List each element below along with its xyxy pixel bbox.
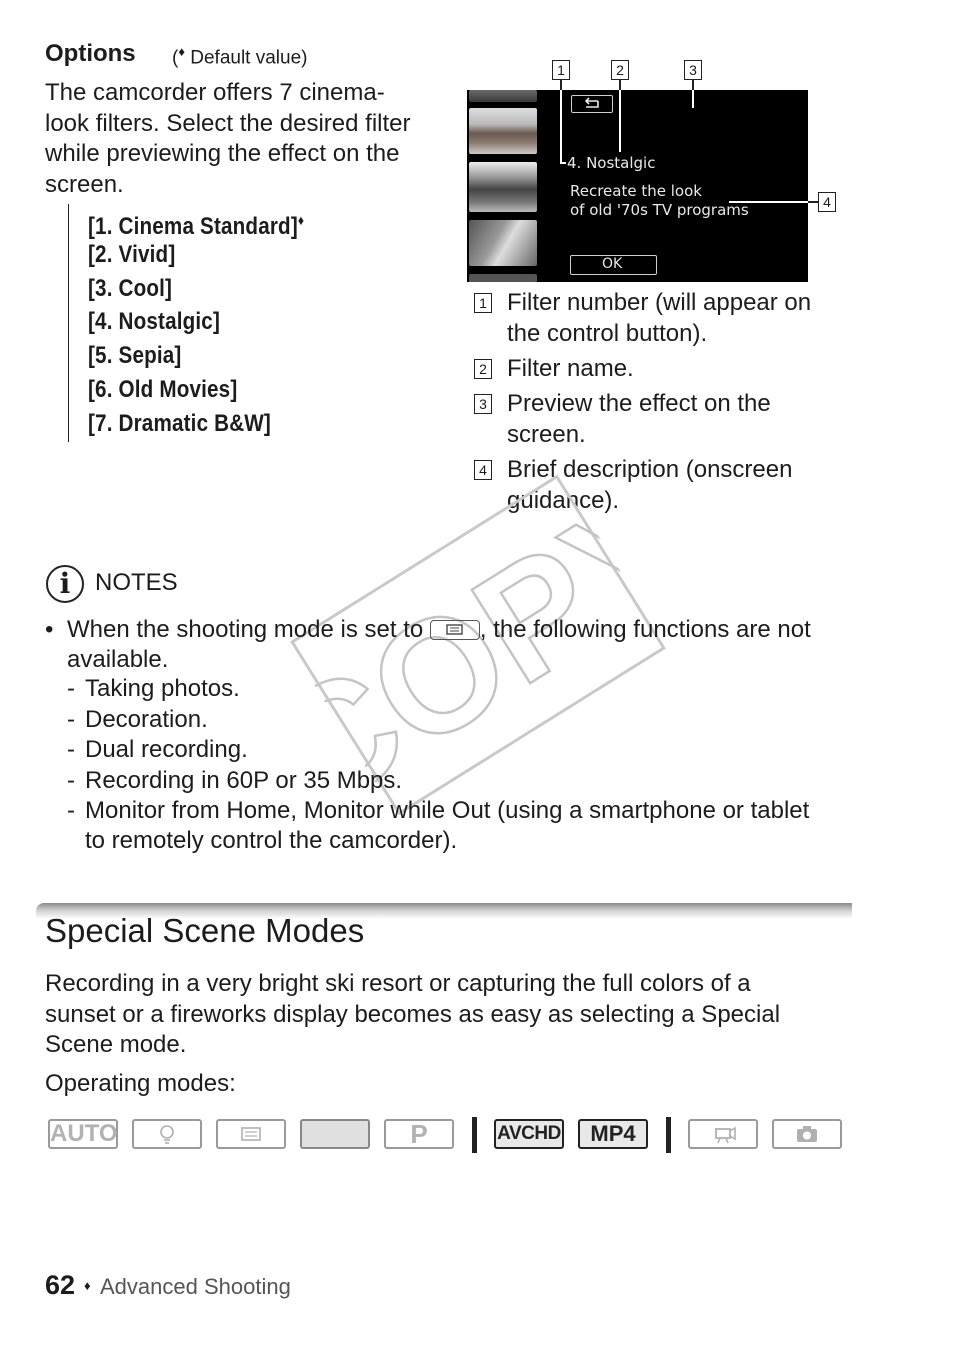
filter-name-label: 4. Nostalgic xyxy=(567,154,656,172)
leader-line xyxy=(808,201,818,203)
default-diamond-icon: ♦ xyxy=(178,44,185,59)
footer-diamond-icon: ♦ xyxy=(84,1278,91,1293)
note-bullet: • When the shooting mode is set to , the following functions are not available. xyxy=(45,616,811,673)
back-button[interactable] xyxy=(571,95,613,113)
cinema-filter-icon xyxy=(216,1119,286,1149)
intro-line: while previewing the effect on the xyxy=(45,140,400,167)
filter-options-list xyxy=(68,204,418,442)
legend-item: 4 Brief description (onscreen guidance). xyxy=(474,455,844,516)
ok-button[interactable] xyxy=(570,255,657,275)
leader-line xyxy=(619,90,621,152)
filter-thumbnail xyxy=(469,108,537,154)
filter-option: [2. Vivid] xyxy=(88,240,176,268)
leader-line xyxy=(560,162,566,164)
options-intro xyxy=(45,78,435,200)
operating-modes-row xyxy=(48,1117,848,1157)
filter-description-line: Recreate the look xyxy=(570,182,702,200)
legend-number: 3 xyxy=(474,394,492,414)
legend-number: 2 xyxy=(474,359,492,379)
callout-1: 1 xyxy=(552,60,570,80)
ok-label: OK xyxy=(602,256,623,272)
note-sub-item: - Recording in 60P or 35 Mbps. xyxy=(67,766,403,794)
note-sub-item: - Taking photos. xyxy=(67,675,240,702)
mode-mp4: MP4 xyxy=(578,1119,648,1149)
callout-2: 2 xyxy=(611,60,629,80)
mode-separator xyxy=(666,1117,671,1153)
filter-thumbnail xyxy=(469,220,537,266)
section-body: Recording in a very bright ski resort or capturing the full colors of a sunset or a fireworks display becomes as easy as selecting a Special Scene mode. xyxy=(45,970,781,1058)
photo-camera-icon xyxy=(772,1119,842,1149)
cinema-filter-icon xyxy=(430,620,480,640)
watermark-text: COPY xyxy=(286,471,670,819)
legend-item: 2 Filter name. xyxy=(474,354,844,385)
intro-line: screen. xyxy=(45,170,124,198)
filter-option: [6. Old Movies] xyxy=(88,375,238,403)
callout-4: 4 xyxy=(818,192,836,212)
filter-thumbnail xyxy=(469,274,537,282)
legend-number: 1 xyxy=(474,293,492,313)
section-title: Special Scene Modes xyxy=(45,912,365,949)
filter-option: [7. Dramatic B&W] xyxy=(88,409,271,437)
default-value-note: (♦ Default value) xyxy=(172,44,308,69)
mode-auto: AUTO xyxy=(50,1120,118,1147)
leader-line xyxy=(692,90,694,108)
mode-separator xyxy=(472,1117,477,1153)
filter-option: [5. Sepia] xyxy=(88,342,182,370)
note-sub-item: - Dual recording. xyxy=(67,736,248,763)
default-diamond-icon: ♦ xyxy=(297,212,305,228)
options-title: Options xyxy=(45,40,136,67)
filter-thumbnail xyxy=(469,90,537,102)
footer-section-name: Advanced Shooting xyxy=(100,1274,291,1299)
filter-option: [3. Cool] xyxy=(88,274,173,302)
intro-line: look filters. Select the desired filter xyxy=(45,109,411,137)
leader-line xyxy=(560,90,562,162)
filter-description-line: of old '70s TV programs xyxy=(570,201,749,219)
movie-camera-icon xyxy=(688,1119,758,1149)
legend-number: 4 xyxy=(474,460,492,480)
bulb-icon xyxy=(132,1119,202,1149)
legend-item: 3 Preview the effect on the screen. xyxy=(474,389,844,450)
filter-thumbnail xyxy=(469,162,537,212)
intro-line: The camcorder offers 7 cinema- xyxy=(45,79,385,106)
callout-3: 3 xyxy=(684,60,702,80)
notes-label: NOTES xyxy=(95,569,178,596)
note-sub-item: - Decoration. xyxy=(67,705,208,733)
notes-body xyxy=(45,615,855,855)
note-sub-item: - Monitor from Home, Monitor while Out (using a smartphone or tablet to remotely control the camcorder). xyxy=(67,797,810,854)
filter-option: [4. Nostalgic] xyxy=(88,308,221,336)
filter-option: [1. Cinema Standard]♦ xyxy=(88,212,305,240)
operating-modes-label: Operating modes: xyxy=(45,1070,236,1097)
camcorder-screen-preview xyxy=(467,90,808,282)
info-icon: i xyxy=(46,565,84,603)
page-number: 62 xyxy=(45,1270,76,1300)
mode-p: P xyxy=(384,1119,454,1149)
legend-item: 1 Filter number (will appear on the control button). xyxy=(474,288,844,349)
special-scene-mode-icon xyxy=(300,1119,370,1149)
return-arrow-icon xyxy=(572,96,612,112)
mode-avchd: AVCHD xyxy=(494,1119,564,1149)
